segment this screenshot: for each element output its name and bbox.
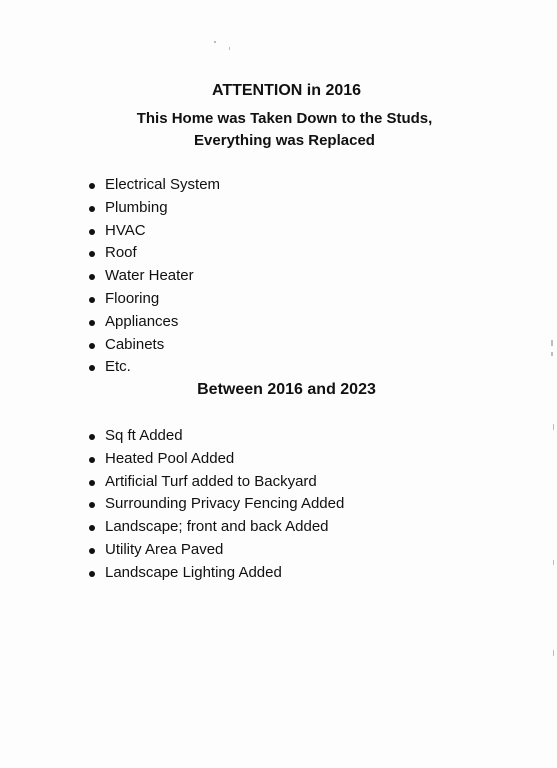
section-heading: Between 2016 and 2023 [197,381,376,398]
scan-speck [551,340,553,346]
bullet-icon [89,365,95,371]
scan-speck [553,650,554,656]
scan-speck [553,560,554,565]
document-subtitle-line-2: Everything was Replaced [194,132,375,149]
list-item-text: Heated Pool Added [105,449,235,467]
bullet-icon [89,229,95,235]
list-item-text: Landscape; front and back Added [105,518,329,536]
bullet-icon [89,502,95,508]
list-item-text: Electrical System [105,176,221,193]
bullet-icon [89,297,95,303]
bullet-icon [89,480,95,486]
list-item-text: Appliances [105,312,179,330]
scan-speck [214,41,216,43]
document-title: ATTENTION in 2016 [211,82,362,99]
bullet-icon [89,343,95,349]
list-item [88,311,220,334]
list-item [88,539,344,562]
bullet-icon [89,183,95,189]
additions-list [88,425,344,585]
list-item-text: Plumbing [105,198,168,216]
list-item-text: Cabinets [105,335,165,353]
renovation-list [88,174,220,379]
list-item-text: Landscape Lighting Added [105,563,282,581]
list-item-text: Etc. [105,358,131,376]
bullet-icon [89,525,95,531]
bullet-icon [89,571,95,577]
list-item [88,471,344,494]
list-item [88,220,220,243]
list-item [88,562,344,585]
bullet-icon [89,274,95,280]
scan-speck [553,424,554,430]
bullet-icon [89,457,95,463]
list-item [88,516,344,539]
list-item-text: Utility Area Paved [105,540,224,558]
list-item [88,356,220,379]
list-item-text: Surrounding Privacy Fencing Added [105,495,345,513]
list-item-text: Artificial Turf added to Backyard [105,472,317,490]
bullet-icon [89,206,95,212]
list-item [88,174,220,197]
list-item-text: Water Heater [105,267,194,285]
list-item [88,288,220,311]
list-item [88,448,344,471]
list-item-text: Roof [105,244,137,262]
bullet-icon [89,548,95,554]
list-item [88,493,344,516]
bullet-icon [89,251,95,257]
list-item [88,242,220,265]
list-item [88,334,220,357]
bullet-icon [89,320,95,326]
list-item-text: HVAC [105,221,146,239]
list-item [88,197,220,220]
scan-speck [229,47,230,50]
scan-speck [551,352,553,356]
list-item [88,265,220,288]
document-subtitle-line-1: This Home was Taken Down to the Studs, [136,110,433,127]
list-item [88,425,344,448]
list-item-text: Sq ft Added [105,427,183,444]
bullet-icon [89,434,95,440]
list-item-text: Flooring [105,289,160,307]
